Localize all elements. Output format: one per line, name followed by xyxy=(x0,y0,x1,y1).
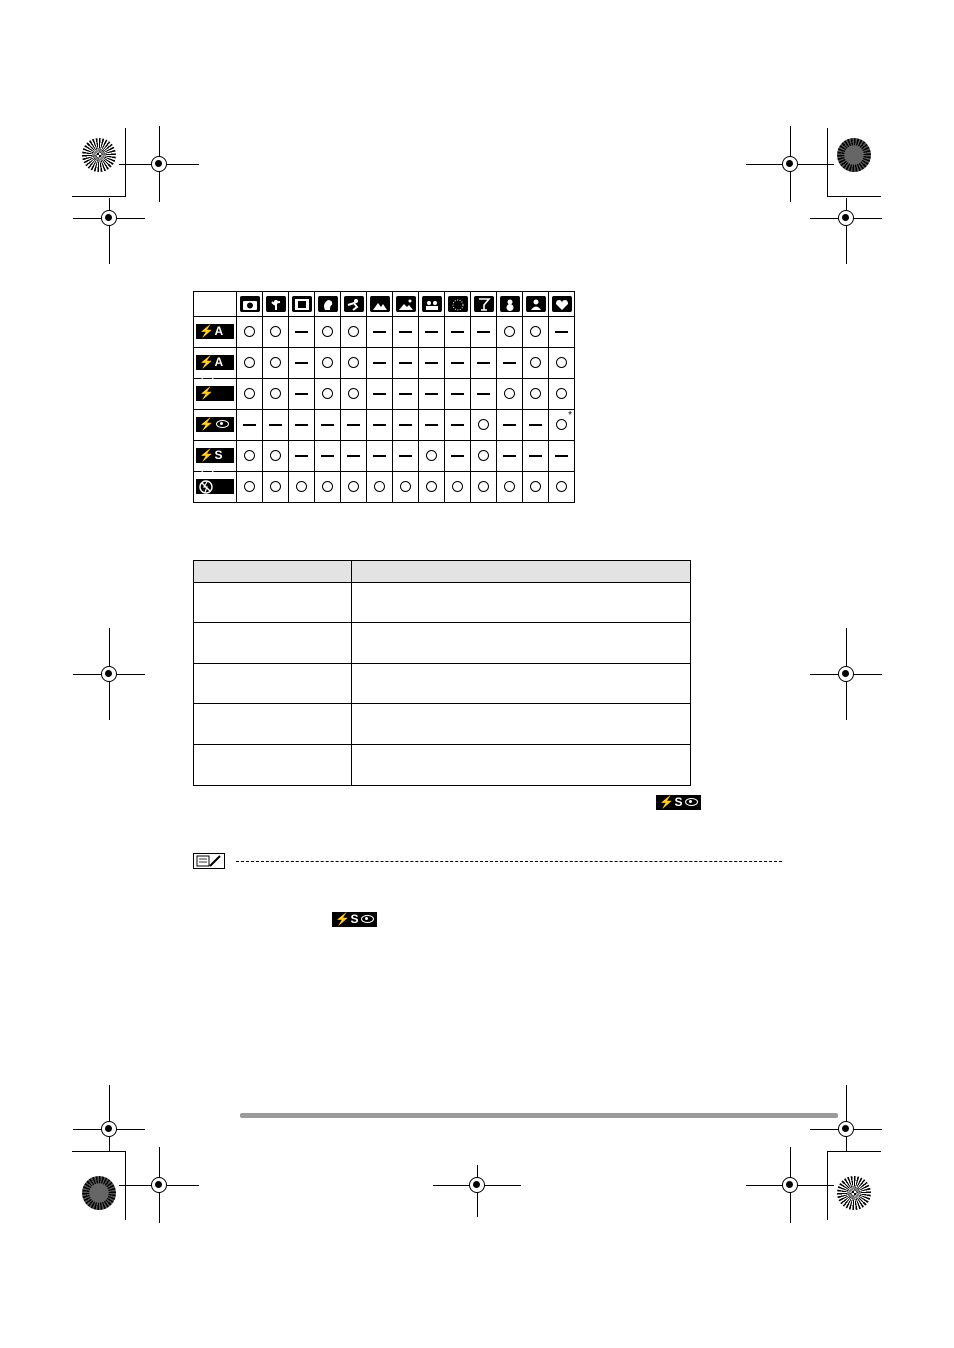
table-corner-cell xyxy=(194,292,237,317)
availability-cell xyxy=(289,441,315,472)
unavailable-mark xyxy=(477,393,490,395)
availability-cell xyxy=(419,379,445,410)
available-mark xyxy=(530,388,541,399)
availability-cell xyxy=(367,441,393,472)
note-divider xyxy=(236,861,782,862)
red-eye-icon xyxy=(216,420,229,428)
availability-cell xyxy=(523,348,549,379)
available-mark xyxy=(244,481,255,492)
scene-mode-header xyxy=(445,292,471,317)
table-row xyxy=(194,410,575,441)
flash-mode-badge xyxy=(196,417,234,432)
available-mark xyxy=(244,357,255,368)
table-row xyxy=(194,472,575,503)
availability-cell xyxy=(419,410,445,441)
available-mark xyxy=(322,481,333,492)
availability-cell xyxy=(419,441,445,472)
table-row xyxy=(194,623,690,664)
table-row xyxy=(194,348,575,379)
unavailable-mark xyxy=(451,331,464,333)
availability-cell xyxy=(315,472,341,503)
scene-mode-header xyxy=(341,292,367,317)
availability-cell xyxy=(237,410,263,441)
availability-cell xyxy=(341,410,367,441)
availability-cell xyxy=(419,472,445,503)
unavailable-mark xyxy=(555,331,568,333)
flash-mode-letter: A xyxy=(214,324,224,339)
trim-line xyxy=(827,1151,881,1152)
flash-setting-description-table xyxy=(193,560,691,786)
availability-cell xyxy=(289,348,315,379)
unavailable-mark xyxy=(425,362,438,364)
availability-cell xyxy=(471,348,497,379)
availability-cell xyxy=(263,410,289,441)
scene-mode-header xyxy=(419,292,445,317)
unavailable-mark xyxy=(425,424,438,426)
availability-cell xyxy=(497,441,523,472)
unavailable-mark xyxy=(399,424,412,426)
availability-cell xyxy=(341,441,367,472)
available-mark xyxy=(556,357,567,368)
red-eye-icon xyxy=(201,373,214,381)
flash-bolt-icon: ⚡ xyxy=(659,795,675,809)
table-row xyxy=(194,664,690,704)
available-mark xyxy=(322,326,333,337)
availability-cell xyxy=(497,348,523,379)
availability-cell xyxy=(341,317,367,348)
badge-letter: S xyxy=(350,912,359,926)
corner-starburst-bottom-left xyxy=(82,1176,116,1210)
portrait-icon xyxy=(318,296,338,312)
table-row xyxy=(194,379,575,410)
unavailable-mark xyxy=(295,393,308,395)
unavailable-mark xyxy=(373,393,386,395)
available-mark xyxy=(374,481,385,492)
availability-cell xyxy=(549,379,575,410)
flash-mode-badge xyxy=(196,324,234,339)
flash-mode-header xyxy=(194,317,237,348)
red-eye-icon xyxy=(685,798,698,806)
availability-cell xyxy=(471,379,497,410)
available-mark xyxy=(504,481,515,492)
night-scenery-icon xyxy=(396,296,416,312)
availability-cell xyxy=(315,317,341,348)
available-mark xyxy=(400,481,411,492)
availability-cell xyxy=(263,379,289,410)
flash-mode-header xyxy=(194,348,237,379)
available-mark xyxy=(556,481,567,492)
flash-bolt-icon: ⚡ xyxy=(335,912,351,926)
unavailable-mark xyxy=(373,362,386,364)
scene-mode-header xyxy=(393,292,419,317)
availability-cell xyxy=(549,348,575,379)
unavailable-mark xyxy=(451,393,464,395)
available-mark xyxy=(504,388,515,399)
scene-mode-header xyxy=(315,292,341,317)
available-mark xyxy=(270,357,281,368)
sports-icon xyxy=(344,296,364,312)
unavailable-mark xyxy=(503,424,516,426)
scene-mode-header xyxy=(367,292,393,317)
unavailable-mark xyxy=(477,331,490,333)
available-mark xyxy=(270,388,281,399)
availability-cell xyxy=(445,317,471,348)
availability-cell xyxy=(393,410,419,441)
available-mark xyxy=(244,326,255,337)
available-mark xyxy=(348,357,359,368)
availability-cell xyxy=(445,348,471,379)
availability-cell xyxy=(419,317,445,348)
party-icon xyxy=(474,296,494,312)
trim-line xyxy=(72,1151,126,1152)
unavailable-mark xyxy=(347,424,360,426)
availability-cell xyxy=(471,472,497,503)
availability-cell xyxy=(445,379,471,410)
availability-cell xyxy=(237,441,263,472)
fireworks-icon xyxy=(448,296,468,312)
unavailable-mark xyxy=(425,331,438,333)
baby-icon xyxy=(552,296,572,312)
availability-cell xyxy=(237,348,263,379)
flash-mode-badge xyxy=(196,386,234,401)
availability-cell xyxy=(237,472,263,503)
table-row xyxy=(194,317,575,348)
available-mark xyxy=(348,481,359,492)
availability-cell xyxy=(393,472,419,503)
flash-mode-header xyxy=(194,441,237,472)
unavailable-mark xyxy=(555,455,568,457)
availability-cell xyxy=(523,379,549,410)
available-mark xyxy=(270,450,281,461)
available-mark xyxy=(244,450,255,461)
unavailable-mark xyxy=(295,455,308,457)
unavailable-mark xyxy=(321,455,334,457)
unavailable-mark xyxy=(295,331,308,333)
flash-mode-badge xyxy=(196,355,234,370)
unavailable-mark xyxy=(243,424,256,426)
availability-cell xyxy=(393,379,419,410)
availability-cell xyxy=(393,317,419,348)
scene-mode-header xyxy=(471,292,497,317)
available-mark xyxy=(296,481,307,492)
flash-mode-header xyxy=(194,410,237,441)
available-mark xyxy=(504,326,515,337)
unavailable-mark xyxy=(503,455,516,457)
macro-flower-icon xyxy=(266,296,286,312)
flash-mode-letter: A xyxy=(214,355,224,370)
available-mark xyxy=(270,481,281,492)
unavailable-mark xyxy=(373,424,386,426)
trim-line xyxy=(827,128,828,197)
scene-mode-header xyxy=(549,292,575,317)
availability-cell xyxy=(263,472,289,503)
unavailable-mark xyxy=(399,393,412,395)
film-icon xyxy=(292,296,312,312)
availability-cell xyxy=(367,379,393,410)
availability-cell xyxy=(341,348,367,379)
slow-sync-red-eye-badge xyxy=(332,912,377,927)
flash-mode-badge xyxy=(196,448,234,463)
flash-bolt-icon: ⚡ xyxy=(199,355,215,370)
slow-sync-red-eye-badge xyxy=(656,795,701,810)
trim-line xyxy=(72,196,126,197)
red-eye-icon xyxy=(201,466,214,474)
availability-cell xyxy=(445,441,471,472)
unavailable-mark xyxy=(321,424,334,426)
availability-cell xyxy=(315,441,341,472)
available-mark xyxy=(426,481,437,492)
scene-mode-header xyxy=(237,292,263,317)
availability-cell xyxy=(289,410,315,441)
flash-bolt-icon: ⚡ xyxy=(199,386,215,401)
table-header-row xyxy=(194,561,690,583)
availability-cell xyxy=(549,472,575,503)
availability-cell xyxy=(341,472,367,503)
night-portrait-icon xyxy=(422,296,442,312)
table-row xyxy=(194,441,575,472)
trim-line xyxy=(827,196,881,197)
scene-mode-header xyxy=(263,292,289,317)
snow-icon xyxy=(500,296,520,312)
availability-cell xyxy=(497,472,523,503)
availability-cell xyxy=(523,441,549,472)
available-mark xyxy=(270,326,281,337)
flash-scene-mode-table xyxy=(193,291,575,503)
availability-cell xyxy=(315,379,341,410)
availability-cell xyxy=(445,410,471,441)
availability-cell xyxy=(471,410,497,441)
scene-mode-header xyxy=(523,292,549,317)
unavailable-mark xyxy=(269,424,282,426)
availability-cell xyxy=(367,348,393,379)
unavailable-mark xyxy=(503,362,516,364)
availability-cell xyxy=(263,317,289,348)
availability-cell xyxy=(237,317,263,348)
table-row xyxy=(194,745,690,785)
table-row xyxy=(194,582,690,623)
unavailable-mark xyxy=(529,455,542,457)
table-row xyxy=(194,704,690,745)
unavailable-mark xyxy=(451,362,464,364)
flash-mode-letter: S xyxy=(214,448,223,463)
unavailable-mark xyxy=(399,455,412,457)
availability-cell xyxy=(419,348,445,379)
flash-bolt-icon: ⚡ xyxy=(199,324,215,339)
available-mark xyxy=(556,419,567,430)
corner-starburst-top-left xyxy=(82,138,116,172)
unavailable-mark xyxy=(425,393,438,395)
available-mark xyxy=(426,450,437,461)
availability-cell xyxy=(523,472,549,503)
availability-cell xyxy=(523,317,549,348)
available-mark xyxy=(322,357,333,368)
note-icon xyxy=(193,853,225,869)
available-mark xyxy=(530,357,541,368)
available-mark xyxy=(478,481,489,492)
unavailable-mark xyxy=(295,362,308,364)
available-mark xyxy=(244,388,255,399)
availability-cell xyxy=(549,317,575,348)
availability-cell xyxy=(523,410,549,441)
unavailable-mark xyxy=(529,424,542,426)
self-portrait-icon xyxy=(526,296,546,312)
availability-cell xyxy=(315,410,341,441)
camera-icon xyxy=(240,296,260,312)
availability-cell xyxy=(263,348,289,379)
unavailable-mark xyxy=(451,424,464,426)
flash-bolt-icon: ⚡ xyxy=(199,417,215,432)
availability-cell xyxy=(497,410,523,441)
unavailable-mark xyxy=(399,362,412,364)
availability-cell xyxy=(497,317,523,348)
availability-cell xyxy=(367,410,393,441)
badge-letter: S xyxy=(674,795,683,809)
availability-cell xyxy=(341,379,367,410)
availability-cell xyxy=(367,472,393,503)
availability-cell xyxy=(471,317,497,348)
unavailable-mark xyxy=(451,455,464,457)
availability-cell xyxy=(289,317,315,348)
available-mark xyxy=(478,450,489,461)
available-mark xyxy=(348,388,359,399)
footnote-mark: * xyxy=(568,410,572,421)
scenery-icon xyxy=(370,296,390,312)
availability-cell xyxy=(393,441,419,472)
available-mark xyxy=(530,326,541,337)
available-mark xyxy=(556,388,567,399)
unavailable-mark xyxy=(347,455,360,457)
unavailable-mark xyxy=(295,424,308,426)
scene-mode-header xyxy=(289,292,315,317)
unavailable-mark xyxy=(373,331,386,333)
available-mark xyxy=(530,481,541,492)
availability-cell xyxy=(393,348,419,379)
corner-starburst-bottom-right xyxy=(837,1176,871,1210)
available-mark xyxy=(478,419,489,430)
availability-cell xyxy=(237,379,263,410)
availability-cell xyxy=(315,348,341,379)
available-mark xyxy=(322,388,333,399)
flash-off-icon xyxy=(196,479,234,494)
page-footer-bar xyxy=(240,1113,838,1118)
availability-cell xyxy=(367,317,393,348)
available-mark xyxy=(452,481,463,492)
corner-starburst-top-right xyxy=(837,138,871,172)
red-eye-icon xyxy=(361,915,374,923)
availability-cell xyxy=(471,441,497,472)
unavailable-mark xyxy=(477,362,490,364)
available-mark xyxy=(348,326,359,337)
unavailable-mark xyxy=(373,455,386,457)
availability-cell xyxy=(289,472,315,503)
availability-cell xyxy=(445,472,471,503)
availability-cell xyxy=(263,441,289,472)
column-divider xyxy=(351,561,352,785)
availability-cell xyxy=(497,379,523,410)
scene-mode-header xyxy=(497,292,523,317)
trim-line xyxy=(125,128,126,197)
flash-bolt-icon: ⚡ xyxy=(199,448,215,463)
availability-cell xyxy=(289,379,315,410)
availability-cell xyxy=(549,410,575,441)
availability-cell xyxy=(549,441,575,472)
unavailable-mark xyxy=(399,331,412,333)
